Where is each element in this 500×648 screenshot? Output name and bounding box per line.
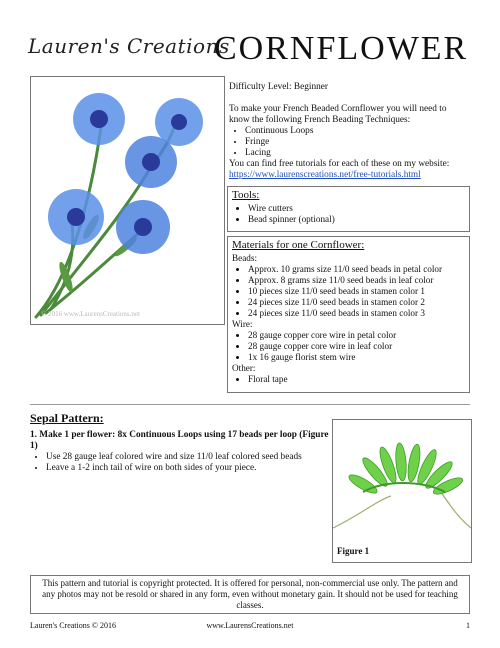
logo: Lauren's Creations (28, 34, 230, 58)
footer-left: Lauren's Creations © 2016 (30, 621, 116, 630)
figure-1 (332, 419, 472, 563)
list-item: • 24 pieces size 11/0 seed beads in stamen color 3 (248, 308, 465, 319)
other-label: Other: (232, 363, 256, 373)
sepal-heading: Sepal Pattern: (30, 411, 104, 425)
list-item: • 28 gauge copper core wire in leaf color (248, 341, 465, 352)
list-item: • Lacing (245, 148, 469, 159)
photo-watermark: © 2016 www.LaurensCreations.net (41, 310, 140, 318)
page-title: CORNFLOWER (214, 30, 469, 67)
footer-website: www.LaurensCreations.net (206, 621, 294, 630)
divider (30, 404, 470, 405)
list-item: • 10 pieces size 11/0 seed beads in stamen color 1 (248, 286, 465, 297)
materials-heading: Materials for one Cornflower: (232, 239, 365, 251)
list-item: • Floral tape (248, 374, 465, 385)
cornflower-photo (30, 76, 225, 325)
intro-section (229, 82, 469, 181)
materials-box (227, 236, 470, 393)
intro-text: To make your French Beaded Cornflower you will need to know the following French Beading Techniques: (229, 104, 447, 125)
list-item: • 28 gauge copper core wire in petal color (248, 330, 465, 341)
list-item: • Leave a 1-2 inch tail of wire on both sides of your piece. (46, 463, 330, 474)
tools-heading: Tools: (232, 189, 260, 201)
difficulty-level: Difficulty Level: Beginner (229, 82, 328, 92)
list-item: • Continuous Loops (245, 126, 469, 137)
list-item: • Wire cutters (248, 203, 465, 214)
cornflower-illustration (31, 77, 224, 324)
figure-caption: Figure 1 (337, 546, 370, 556)
list-item: • 1x 16 gauge florist stem wire (248, 352, 465, 363)
list-item: • Approx. 10 grams size 11/0 seed beads in petal color (248, 264, 465, 275)
list-item: • Use 28 gauge leaf colored wire and size 11/0 leaf colored seed beads (46, 452, 330, 463)
list-item: • 24 pieces size 11/0 seed beads in stamen color 2 (248, 297, 465, 308)
tutorial-link[interactable]: https://www.laurenscreations.net/free-tutorials.html (229, 170, 421, 180)
list-item: • Fringe (245, 137, 469, 148)
sepal-section (30, 413, 330, 474)
sepal-step: 1. Make 1 per flower: 8x Continuous Loops using 17 beads per loop (Figure 1) (30, 430, 329, 451)
list-item: • Bead spinner (optional) (248, 214, 465, 225)
list-item: • Approx. 8 grams size 11/0 seed beads in leaf color (248, 275, 465, 286)
sepal-illustration (333, 420, 471, 562)
wire-label: Wire: (232, 319, 253, 329)
tools-box (227, 186, 470, 232)
page-number: 1 (466, 621, 470, 630)
techniques-list (229, 126, 469, 159)
beads-label: Beads: (232, 253, 258, 263)
tutorial-text: You can find free tutorials for each of these on my website: (229, 159, 450, 169)
copyright-notice: This pattern and tutorial is copyright protected. It is offered for personal, non-commercial use only. The pattern and any photos may not be resold or shared in any form, even without monetary gain. It should not be used for teaching classes. (30, 575, 470, 614)
